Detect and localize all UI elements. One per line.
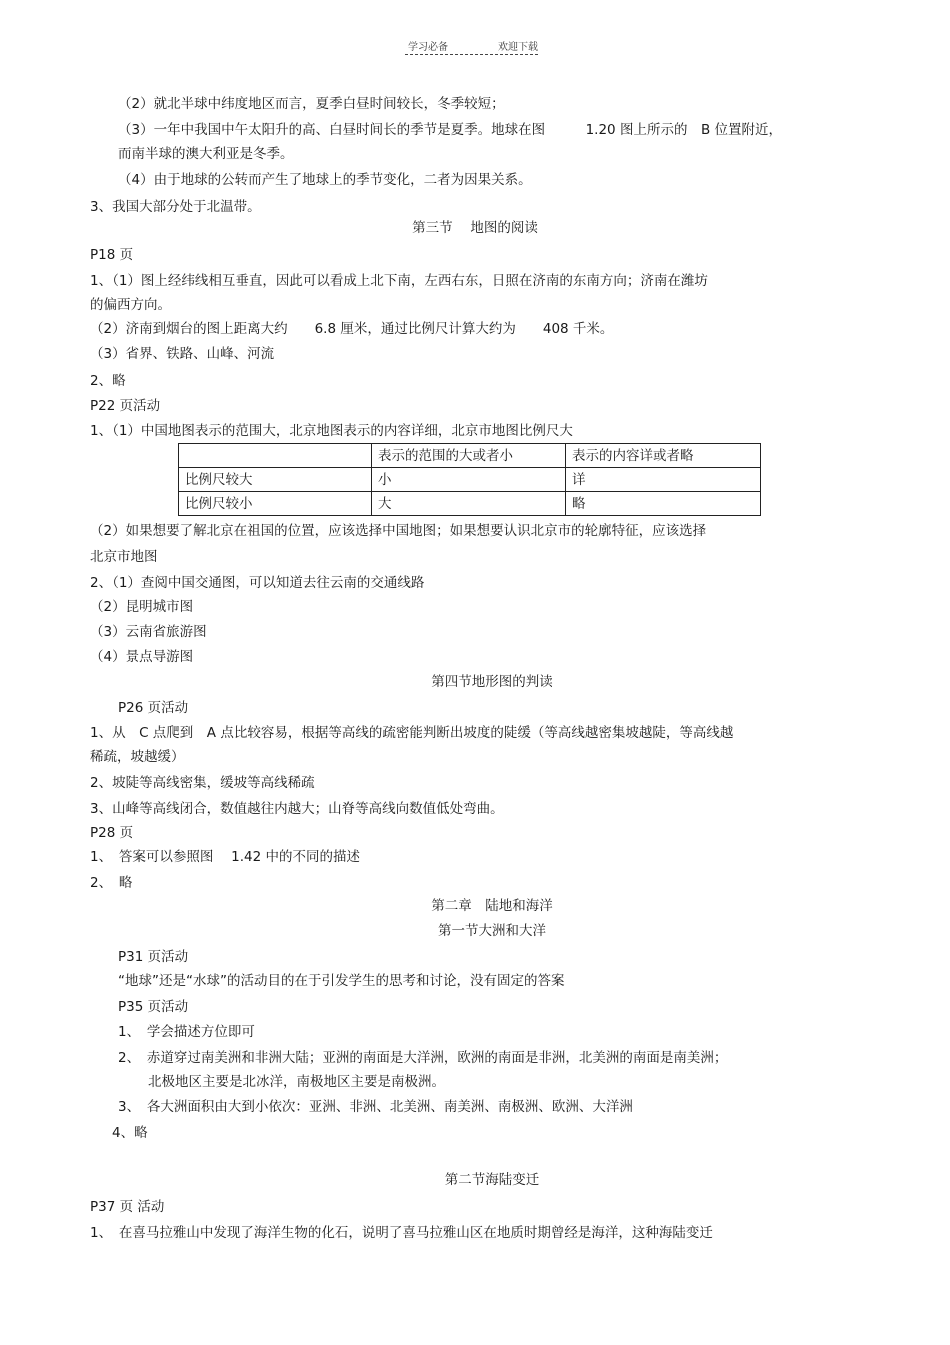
section-title: 第三节 地图的阅读 bbox=[412, 220, 538, 236]
table-row bbox=[179, 468, 761, 492]
header-divider bbox=[405, 54, 538, 55]
text-line: 2、略 bbox=[90, 373, 126, 389]
header-left: 学习必备 bbox=[408, 42, 448, 53]
section-title: 第一节大洲和大洋 bbox=[438, 923, 546, 939]
table-cell bbox=[179, 444, 372, 468]
table-cell: 表示的范围的大或者小 bbox=[372, 444, 566, 468]
text-line: 2、坡陡等高线密集，缓坡等高线稀疏 bbox=[90, 775, 315, 791]
table-cell: 小 bbox=[372, 468, 566, 492]
text-line: 1、 答案可以参照图 1.42 中的不同的描述 bbox=[90, 849, 360, 865]
scale-comparison-table bbox=[178, 443, 761, 516]
text-line: （3）一年中我国中午太阳升的高、白昼时间长的季节是夏季。地球在图 1.20 图上所示的 B 位置附近， bbox=[118, 122, 782, 138]
text-line: 4、略 bbox=[112, 1125, 148, 1141]
text-line: 1、 学会描述方位即可 bbox=[118, 1024, 255, 1040]
table-header-row bbox=[179, 444, 761, 468]
chapter-title: 第二章 陆地和海洋 bbox=[431, 898, 553, 914]
text-line: “地球”还是“水球”的活动目的在于引发学生的思考和讨论，没有固定的答案 bbox=[118, 973, 565, 989]
text-line: P35 页活动 bbox=[118, 999, 189, 1015]
page-header bbox=[408, 38, 538, 53]
text-line: （2）昆明城市图 bbox=[90, 599, 194, 615]
text-line: （3）省界、铁路、山峰、河流 bbox=[90, 346, 275, 362]
header-right: 欢迎下载 bbox=[498, 42, 538, 53]
text-line: （3）云南省旅游图 bbox=[90, 624, 207, 640]
text-line: 2、 略 bbox=[90, 875, 133, 891]
table-cell: 略 bbox=[566, 492, 761, 516]
text-line: （2）就北半球中纬度地区而言，夏季白昼时间较长，冬季较短； bbox=[118, 96, 505, 112]
table-cell: 大 bbox=[372, 492, 566, 516]
text-line: 的偏西方向。 bbox=[90, 297, 171, 313]
text-line: P28 页 bbox=[90, 825, 134, 841]
text-line: 稀疏，坡越缓） bbox=[90, 749, 185, 765]
text-line: 1、（1）中国地图表示的范围大，北京地图表示的内容详细，北京市地图比例尺大 bbox=[90, 423, 573, 439]
table-cell: 比例尺较大 bbox=[179, 468, 372, 492]
text-line: 3、山峰等高线闭合，数值越往内越大；山脊等高线向数值低处弯曲。 bbox=[90, 801, 504, 817]
text-line: P18 页 bbox=[90, 247, 134, 263]
text-line: P26 页活动 bbox=[118, 700, 189, 716]
text-line: 北极地区主要是北冰洋，南极地区主要是南极洲。 bbox=[148, 1074, 445, 1090]
text-line: 3、我国大部分处于北温带。 bbox=[90, 199, 261, 215]
text-line: （4）景点导游图 bbox=[90, 649, 194, 665]
section-title: 第四节地形图的判读 bbox=[431, 674, 553, 690]
table-cell: 详 bbox=[566, 468, 761, 492]
table-cell: 表示的内容详或者略 bbox=[566, 444, 761, 468]
text-line: 3、 各大洲面积由大到小依次：亚洲、非洲、北美洲、南美洲、南极洲、欧洲、大洋洲 bbox=[118, 1099, 633, 1115]
text-line: 1、 在喜马拉雅山中发现了海洋生物的化石，说明了喜马拉雅山区在地质时期曾经是海洋，这种海陆变迁 bbox=[90, 1225, 713, 1241]
table-row bbox=[179, 492, 761, 516]
table-cell: 比例尺较小 bbox=[179, 492, 372, 516]
text-line: 而南半球的澳大利亚是冬季。 bbox=[118, 146, 294, 162]
text-line: 1、（1）图上经纬线相互垂直，因此可以看成上北下南，左西右东，日照在济南的东南方向；济南在潍坊 bbox=[90, 273, 708, 289]
section-title: 第二节海陆变迁 bbox=[444, 1172, 540, 1188]
text-line: 2、（1）查阅中国交通图，可以知道去往云南的交通线路 bbox=[90, 575, 425, 591]
text-line: P31 页活动 bbox=[118, 949, 189, 965]
text-line: （2）如果想要了解北京在祖国的位置，应该选择中国地图；如果想要认识北京市的轮廓特征，应该选择 bbox=[90, 523, 707, 539]
text-line: （2）济南到烟台的图上距离大约 6.8 厘米，通过比例尺计算大约为 408 千米。 bbox=[90, 321, 614, 337]
text-line: 2、 赤道穿过南美洲和非洲大陆；亚洲的南面是大洋洲，欧洲的南面是非洲，北美洲的南面是南美洲； bbox=[118, 1050, 728, 1066]
text-line: P37 页 活动 bbox=[90, 1199, 165, 1215]
text-line: 北京市地图 bbox=[90, 549, 158, 565]
text-line: 1、从 C 点爬到 A 点比较容易，根据等高线的疏密能判断出坡度的陡缓（等高线越密集坡越陡，等高线越 bbox=[90, 725, 734, 741]
text-line: P22 页活动 bbox=[90, 398, 161, 414]
text-line: （4）由于地球的公转而产生了地球上的季节变化，二者为因果关系。 bbox=[118, 172, 532, 188]
